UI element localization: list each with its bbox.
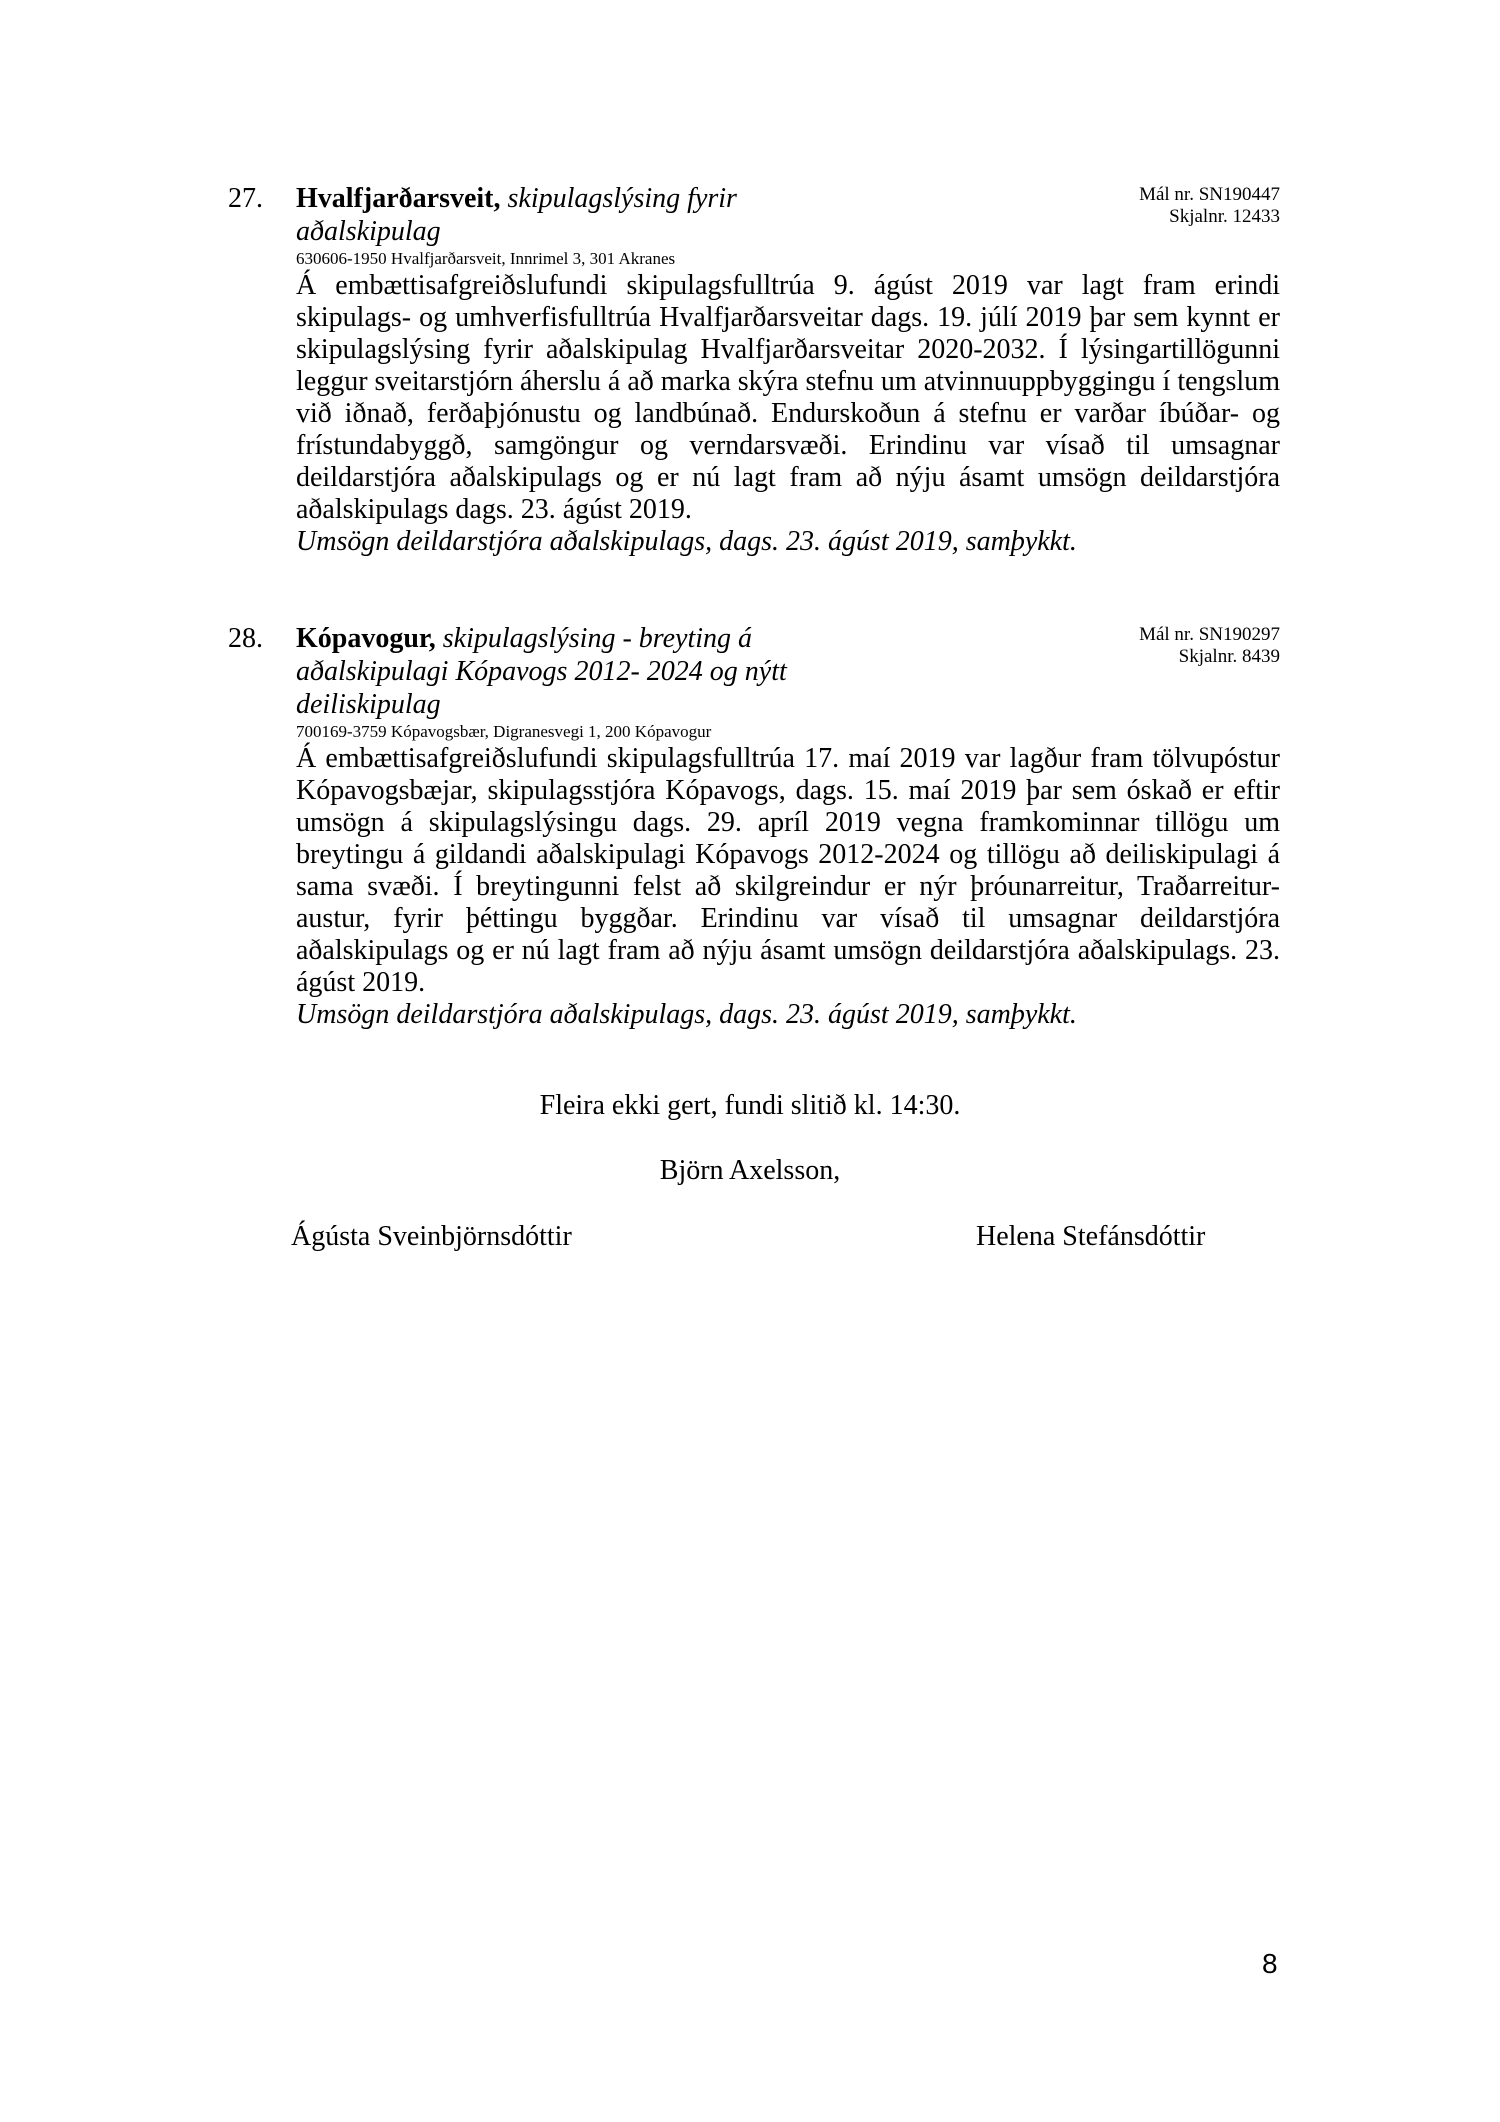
applicant-info: 700169-3759 Kópavogsbær, Digranesvegi 1, 200 Kópavogur <box>296 722 712 741</box>
document-number: Skjalnr. 8439 <box>1178 646 1280 667</box>
item-title <box>296 182 816 248</box>
closing-statement: Fleira ekki gert, fundi slitið kl. 14:30. <box>539 1090 961 1121</box>
agenda-item <box>228 622 1280 1031</box>
item-body: Á embættisafgreiðslufundi skipulagsfulltrúa 9. ágúst 2019 var lagt fram erindi skipulags- og umhverfisfulltrúa Hvalfjarðarsveitar dags. 19. júlí 2019 þar sem kynnt er skipulagslýsing fyrir aðalskipulag Hvalfjarðarsveitar 2020-2032. Í lýsingartillögunni leggur sveitarstjórn áherslu á að marka skýra stefnu um atvinnuuppbyggingu í tengslum við iðnað, ferðaþjónustu og landbúnað. Endurskoðun á stefnu er varðar íbúðar- og frístundabyggð, samgöngur og verndarsvæði. Erindinu var vísað til umsagnar deildarstjóra aðalskipulags og er nú lagt fram að nýju ásamt umsögn deildarstjóra aðalskipulags dags. 23. ágúst 2019. <box>296 270 1280 525</box>
case-reference <box>1139 624 1280 668</box>
signatory-right: Helena Stefánsdóttir <box>976 1221 1206 1252</box>
item-description: skipulagslýsing fyrir aðalskipulag <box>296 183 737 247</box>
case-reference <box>1139 184 1280 228</box>
applicant-info: 630606-1950 Hvalfjarðarsveit, Innrimel 3, 301 Akranes <box>296 249 676 268</box>
signatory-left: Ágústa Sveinbjörnsdóttir <box>291 1221 572 1252</box>
item-header <box>296 182 1280 248</box>
item-description: skipulagslýsing - breyting á aðalskipulagi Kópavogs 2012- 2024 og nýtt deiliskipulag <box>296 623 787 720</box>
agenda-item <box>228 182 1280 558</box>
item-title <box>296 622 816 721</box>
case-number: Mál nr. SN190447 <box>1139 184 1280 205</box>
case-number: Mál nr. SN190297 <box>1139 624 1280 645</box>
page-number: 8 <box>1262 1948 1278 1979</box>
item-header <box>296 622 1280 721</box>
item-decision: Umsögn deildarstjóra aðalskipulags, dags. 23. ágúst 2019, samþykkt. <box>296 526 1077 557</box>
item-number: 27. <box>228 183 263 214</box>
item-body: Á embættisafgreiðslufundi skipulagsfulltrúa 17. maí 2019 var lagður fram tölvupóstur Kópavogsbæjar, skipulagsstjóra Kópavogs, dags. 15. maí 2019 þar sem óskað er eftir umsögn á skipulagslýsingu dags. 29. apríl 2019 vegna framkominnar tillögu um breytingu á gildandi aðalskipulagi Kópavogs 2012-2024 og tillögu að deiliskipulagi á sama svæði. Í breytingunni felst að skilgreindur er nýr þróunarreitur, Traðarreitur-austur, fyrir þéttingu byggðar. Erindinu var vísað til umsagnar deildarstjóra aðalskipulags og er nú lagt fram að nýju ásamt umsögn deildarstjóra aðalskipulags. 23. ágúst 2019. <box>296 743 1280 998</box>
item-name: Hvalfjarðarsveit, <box>296 183 501 214</box>
document-number: Skjalnr. 12433 <box>1169 206 1280 227</box>
item-number: 28. <box>228 623 263 654</box>
chair-signature: Björn Axelsson, <box>659 1155 841 1186</box>
item-name: Kópavogur, <box>296 623 436 654</box>
item-decision: Umsögn deildarstjóra aðalskipulags, dags. 23. ágúst 2019, samþykkt. <box>296 999 1077 1030</box>
